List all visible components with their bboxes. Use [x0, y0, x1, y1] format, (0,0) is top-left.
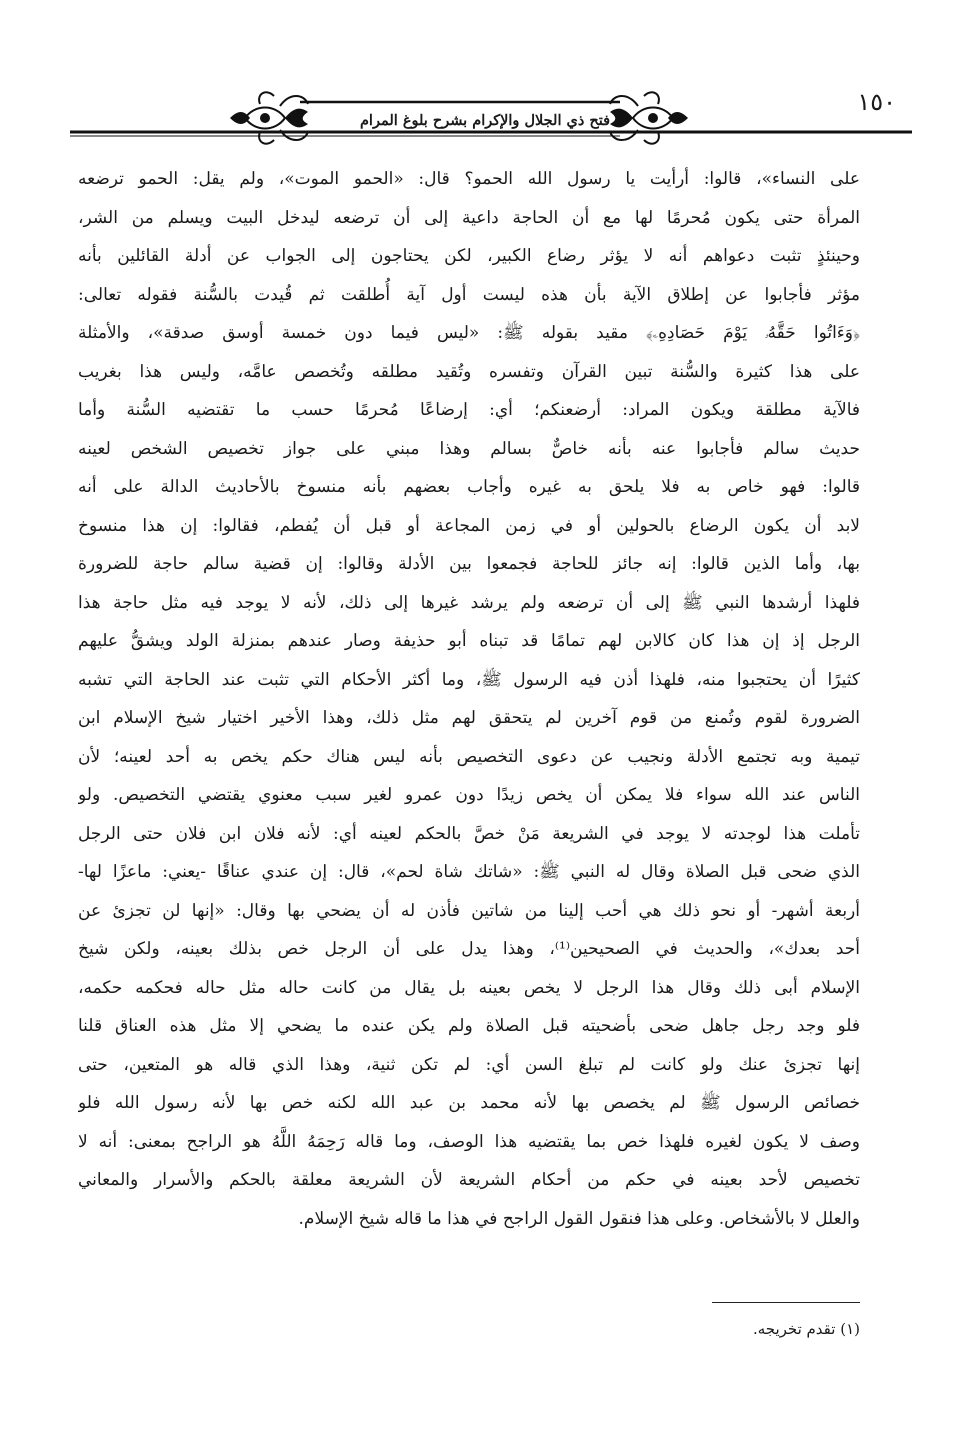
text-line: الإسلام أبى ذلك وقال هذا الرجل لا يخص بعينه بل يقال من كانت حاله مثل حاله فحكمه حكمه، [78, 977, 860, 998]
text-line: الضرورة لقوم وتُمنع من قوم آخرين لم يتحقق لهم مثل ذلك، وهذا الأخير اختيار شيخ الإسلام ابن [78, 708, 860, 728]
text-line: أحد بعدك»، والحديث في الصحيحين⁽¹⁾، وهذا يدل على أن الرجل خص بذلك بعينه، ولكن شيخ [78, 939, 860, 959]
text-line: وحينئذٍ تثبت دعواهم أنه لا يؤثر رضاع الكبير، لكن يحتاجون إلى الجواب عن أدلة القائلين بأنه [78, 246, 860, 266]
footnote-separator [712, 1302, 860, 1303]
text-line: والعلل لا بالأشخاص. وعلى هذا فنقول القول الراجح في هذا ما قاله شيخ الإسلام. [298, 1208, 860, 1229]
text-line: أربعة أشهر- أو نحو ذلك هي أحب إلينا من شاتين فأذن له أن يضحي بها وقال: «إنها لن تجزئ عن [78, 900, 860, 921]
text-line: وصف لا يكون لغيره فلهذا خص بما يقتضيه هذا الوصف، وما قاله رَحِمَهُ اللَّهُ هو الراجح بمعنى: أنه لا [78, 1131, 860, 1152]
text-line: إنها تجزئ عنك ولو كانت لم تبلغ السن أي: لم تكن ثنية، وهذا الذي قاله هو المتعين، حتى [78, 1054, 860, 1075]
text-line: الناس عند الله سواء فلا يمكن أن يخص زيدًا دون عمرو لغير سبب معنوي يقتضي التخصيص. ولو [78, 785, 860, 805]
page-number: ١٥٠ [857, 88, 896, 116]
body-text [78, 160, 860, 1238]
text-line: قالوا: فهو خاص به فلا يلحق به غيره وأجاب بعضهم بأنه منسوخ بالأحاديث الدالة على أنه [78, 477, 860, 497]
text-line: المرأة حتى يكون مُحرمًا لها مع أن الحاجة داعية إلى أن ترضعه ليدخل البيت ويسلم من الشر، [78, 207, 860, 228]
text-line: خصائص الرسول ﷺ لم يخصص بها لأنه محمد بن عبد الله لكنه خص بها لأنه رسول الله فلو [78, 1093, 860, 1113]
text-line: فالآية مطلقة ويكون المراد: أرضعنكم؛ أي: إرضاعًا مُحرمًا حسب ما تقتضيه السُّنة وأما [78, 400, 860, 420]
page-header [60, 78, 920, 158]
text-line: فلهذا أرشدها النبي ﷺ إلى أن ترضعه ولم يرشد غيرها إلى ذلك، لأنه لا يوجد فيه مثل حاجة هذا [78, 592, 860, 613]
running-title: فتح ذي الجلال والإكرام بشرح بلوغ المرام [359, 112, 611, 129]
text-line: لابد أن يكون الرضاع بالحولين أو في زمن المجاعة أو قبل أن يُفطم، فقالوا: إن هذا منسوخ [78, 515, 860, 536]
text-line: على النساء»، قالوا: أرأيت يا رسول الله الحمو؟ قال: «الحمو الموت»، ولم يقل: الحمو ترضعه [78, 169, 860, 189]
text-line: تخصيص لأحد بعينه في حكم من أحكام الشريعة لأن الشريعة معلقة بالحكم والأسرار والمعاني [78, 1170, 860, 1190]
text-line: تيمية وبه تجتمع الأدلة ونجيب عن دعوى التخصيص بأنه ليس هناك حكم يخص به أحد لعينه؛ لأن [78, 746, 860, 767]
text-line: ﴿وَءَاتُوا حَقَّهُۥ يَوْمَ حَصَادِهِۦ﴾ مقيد بقوله ﷺ: «ليس فيما دون خمسة أوسق صدقة»، والأمثلة [78, 323, 860, 343]
text-line: مؤثر فأجابوا عن إطلاق الآية بأن هذه ليست أول آية أُطلقت ثم قُيدت بالسُّنة فقوله تعالى: [78, 284, 860, 305]
text-line: بها، وأما الذين قالوا: إنه جائز للحاجة فجمعوا بين الأدلة وقالوا: إن قضية سالم حاجة للضرورة [78, 554, 860, 574]
text-line: على هذا كثيرة والسُّنة تبين القرآن وتفسره وتُقيد مطلقه وتُخصص عامَّه، وليس هذا بغريب [78, 361, 860, 382]
text-line: الذي ضحى قبل الصلاة وقال له النبي ﷺ: «شاتك شاة لحم»، قال: إن عندي عناقًا -يعني: ماعزًا لها- [78, 862, 860, 882]
footnote: (١) تقدم تخريجه. [752, 1320, 860, 1338]
text-line: الرجل إذ إن هذا كان كالابن لهم تمامًا قد تبناه أبو حذيفة وصار عندهم بمنزلة الولد ويشقُّ عليهم [78, 631, 860, 651]
text-line: تأملت هذا لوجدته لا يوجد في الشريعة مَنْ خصَّ بالحكم لعينه أي: لأنه فلان ابن فلان حتى الرجل [78, 823, 860, 844]
text-line: كثيرًا أن يحتجبوا منه، فلهذا أذن فيه الرسول ﷺ، وما أكثر الأحكام التي تثبت عند الحاجة التي تشبه [78, 669, 860, 690]
text-line: فلو وجد رجل جاهل ضحى بأضحيته قبل الصلاة ولم يكن عنده ما يضحي إلا مثل هذه العناق قلنا [78, 1016, 860, 1036]
text-line: حديث سالم فأجابوا عنه بأنه خاصٌّ بسالم وهذا مبني على جواز تخصيص الشخص لعينه [78, 438, 860, 459]
